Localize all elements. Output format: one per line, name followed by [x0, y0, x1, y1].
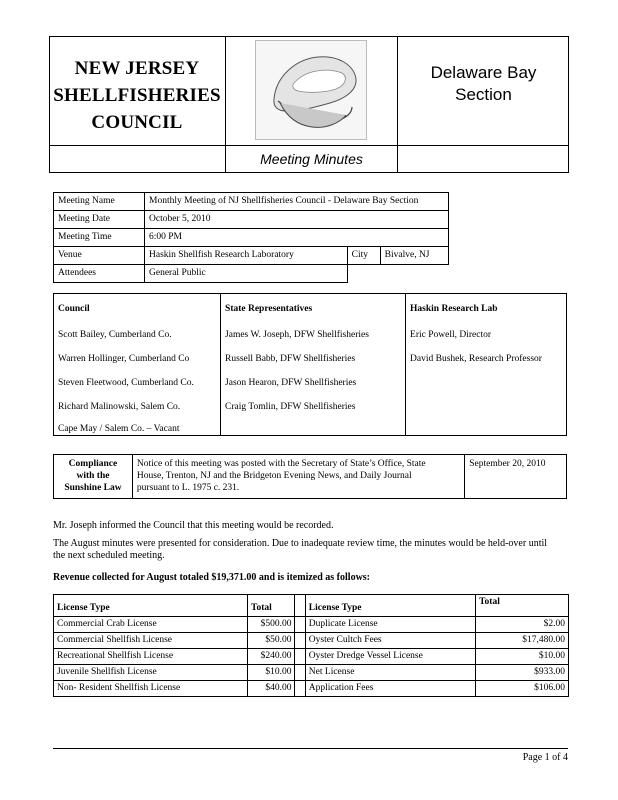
section-name: [398, 62, 569, 106]
table-cell: $17,480.00: [476, 633, 569, 649]
table-row: [54, 633, 569, 649]
org-line-1: NEW JERSEY: [74, 58, 200, 79]
table-cell: Craig Tomlin, DFW Shellfisheries: [221, 389, 406, 413]
table-cell: Steven Fleetwood, Cumberland Co.: [54, 365, 221, 389]
meeting-name-label: Meeting Name: [54, 193, 145, 211]
table-cell: Recreational Shellfish License: [54, 649, 248, 665]
table-row: [54, 315, 567, 341]
table-cell: Oyster Dredge Vessel License: [305, 649, 475, 665]
table-cell: Jason Hearon, DFW Shellfisheries: [221, 365, 406, 389]
document-type: Meeting Minutes: [260, 151, 363, 167]
table-cell: Juvenile Shellfish License: [54, 665, 248, 681]
compliance-label: [54, 455, 133, 499]
compliance-date: September 20, 2010: [465, 455, 567, 499]
column-header: License Type: [54, 595, 248, 617]
table-cell: $40.00: [248, 681, 295, 697]
table-cell: Richard Malinowski, Salem Co.: [54, 389, 221, 413]
table-cell: $933.00: [476, 665, 569, 681]
table-row: [54, 649, 569, 665]
table-cell: David Bushek, Research Professor: [406, 341, 567, 365]
venue-value: Haskin Shellfish Research Laboratory: [145, 247, 348, 265]
table-cell: Commercial Shellfish License: [54, 633, 248, 649]
column-header: State Representatives: [221, 294, 406, 316]
city-value: Bivalve, NJ: [380, 247, 448, 265]
venue-label: Venue: [54, 247, 145, 265]
table-cell: Eric Powell, Director: [406, 315, 567, 341]
table-cell: Cape May / Salem Co. – Vacant: [54, 413, 221, 436]
compliance-label-line: with the: [76, 471, 110, 481]
attendees-label: Attendees: [54, 265, 145, 283]
column-header: Council: [54, 294, 221, 316]
table-cell: Commercial Crab License: [54, 617, 248, 633]
table-cell: $106.00: [476, 681, 569, 697]
compliance-table: [53, 454, 567, 499]
table-cell: $500.00: [248, 617, 295, 633]
table-row: [54, 665, 569, 681]
meeting-info-table: [53, 192, 449, 283]
compliance-text: [132, 455, 464, 499]
organization-name: [49, 55, 225, 136]
compliance-label-line: Compliance: [68, 459, 118, 469]
compliance-label-line: Sunshine Law: [64, 483, 122, 493]
meeting-time-value: 6:00 PM: [145, 229, 449, 247]
table-cell: $2.00: [476, 617, 569, 633]
table-row: [54, 681, 569, 697]
city-label: City: [347, 247, 380, 265]
table-cell: [221, 413, 406, 436]
meeting-time-label: Meeting Time: [54, 229, 145, 247]
paragraph-line: The August minutes were presented for consideration. Due to inadequate review time, the minutes would be held-over until: [53, 538, 548, 549]
footer-divider: [53, 748, 568, 749]
table-cell: Application Fees: [305, 681, 475, 697]
column-header: Total: [476, 595, 569, 617]
section-line-2: Section: [455, 85, 512, 104]
meeting-date-value: October 5, 2010: [145, 211, 449, 229]
table-cell: James W. Joseph, DFW Shellfisheries: [221, 315, 406, 341]
table-cell: Duplicate License: [305, 617, 475, 633]
section-line-1: Delaware Bay: [430, 63, 537, 82]
meeting-name-value: Monthly Meeting of NJ Shellfisheries Council - Delaware Bay Section: [145, 193, 449, 211]
table-cell: [406, 413, 567, 436]
attendance-table: [53, 293, 567, 436]
org-line-3: COUNCIL: [91, 112, 183, 133]
paragraph-line: the next scheduled meeting.: [53, 550, 165, 561]
meeting-date-label: Meeting Date: [54, 211, 145, 229]
table-row: [54, 413, 567, 436]
table-row: [54, 389, 567, 413]
table-row: [54, 617, 569, 633]
table-cell: $10.00: [248, 665, 295, 681]
oyster-logo-icon: [255, 40, 367, 140]
table-cell: Scott Bailey, Cumberland Co.: [54, 315, 221, 341]
minutes-paragraph: [53, 538, 573, 562]
header-divider: [49, 145, 569, 146]
table-cell: [406, 389, 567, 413]
compliance-text-line: Notice of this meeting was posted with the Secretary of State’s Office, State: [136, 459, 426, 469]
table-cell: Warren Hollinger, Cumberland Co: [54, 341, 221, 365]
compliance-text-line: pursuant to L. 1975 c. 231.: [136, 483, 240, 493]
table-cell: $50.00: [248, 633, 295, 649]
minutes-paragraph: Mr. Joseph informed the Council that this meeting would be recorded.: [53, 520, 334, 531]
table-cell: Russell Babb, DFW Shellfisheries: [221, 341, 406, 365]
table-cell: Oyster Cultch Fees: [305, 633, 475, 649]
table-cell: Non- Resident Shellfish License: [54, 681, 248, 697]
column-header: Total: [248, 595, 295, 617]
table-cell: $240.00: [248, 649, 295, 665]
page-number: Page 1 of 4: [522, 752, 568, 763]
compliance-text-line: House, Trenton, NJ and the Bridgeton Evening News, and Daily Journal: [136, 471, 412, 481]
table-cell: [406, 365, 567, 389]
revenue-heading: Revenue collected for August totaled $19,371.00 and is itemized as follows:: [53, 572, 371, 583]
attendees-value: General Public: [145, 265, 348, 283]
table-cell: $10.00: [476, 649, 569, 665]
table-row: [54, 365, 567, 389]
table-row: [54, 341, 567, 365]
table-cell: Net License: [305, 665, 475, 681]
revenue-table: [53, 594, 569, 697]
column-header: License Type: [305, 595, 475, 617]
org-line-2: SHELLFISHERIES: [53, 85, 221, 106]
column-header: Haskin Research Lab: [406, 294, 567, 316]
